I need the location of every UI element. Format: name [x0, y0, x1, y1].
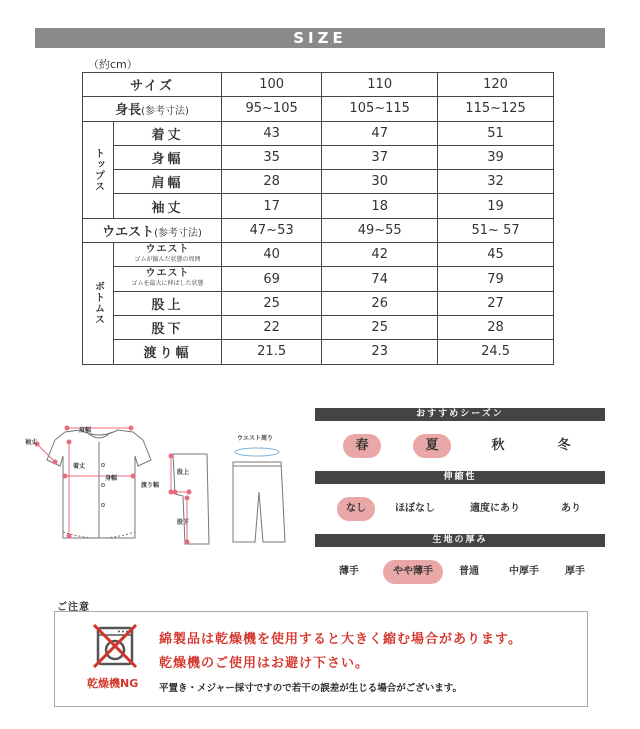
table-cell: 30	[322, 170, 438, 194]
table-cell: 17	[222, 194, 322, 218]
table-cell: 45	[438, 243, 554, 267]
table-row	[83, 315, 554, 339]
size-header-100: 100	[222, 73, 322, 97]
table-row	[83, 291, 554, 315]
table-cell: 40	[222, 243, 322, 267]
thickness-option: 薄手	[339, 566, 359, 577]
bottoms-waist-label	[114, 243, 222, 267]
season-title-bar: おすすめシーズン	[315, 408, 605, 421]
table-cell: 79	[438, 267, 554, 291]
table-row	[83, 97, 554, 121]
tops-row-label: 身幅	[114, 145, 222, 169]
tops-row-label: 袖丈	[114, 194, 222, 218]
table-row	[83, 194, 554, 218]
height-label-note: (参考寸法)	[141, 106, 189, 118]
table-row	[83, 340, 554, 364]
table-cell: 74	[322, 267, 438, 291]
table-row	[83, 145, 554, 169]
table-row	[83, 267, 554, 291]
label-length: 着丈	[73, 463, 86, 470]
waist-measure-ellipse	[235, 448, 279, 456]
label-width: 身幅	[105, 475, 118, 482]
table-row	[83, 121, 554, 145]
tumble-dryer-prohibited-icon	[93, 624, 137, 668]
shirt-measure-lines	[35, 426, 135, 538]
stretch-title-bar: 伸縮性	[315, 471, 605, 484]
size-header-110: 110	[322, 73, 438, 97]
bottoms-row-label: 股下	[114, 315, 222, 339]
height-label-text: 身長	[115, 103, 142, 119]
height-label	[83, 97, 222, 121]
season-option: 秋	[491, 438, 505, 453]
unit-note: （約cm）	[88, 58, 138, 71]
bottoms-group-label: ボトムス	[83, 243, 114, 364]
waist-label-text: ウエスト	[102, 224, 155, 240]
bottoms-waist-label-note: ゴムを最大に伸ばした状態	[131, 280, 204, 288]
table-cell: 23	[322, 340, 438, 364]
table-cell: 69	[222, 267, 322, 291]
label-rise: 股上	[177, 469, 190, 476]
table-cell: 51~ 57	[438, 218, 554, 242]
bottoms-waist-label-text: ウエスト	[145, 268, 190, 280]
table-cell: 49~55	[322, 218, 438, 242]
table-cell: 27	[438, 291, 554, 315]
thickness-option: 中厚手	[509, 566, 539, 577]
season-option: 冬	[557, 438, 571, 453]
table-cell: 42	[322, 243, 438, 267]
table-cell: 28	[438, 315, 554, 339]
table-cell: 25	[322, 315, 438, 339]
size-table	[82, 72, 554, 365]
warning-line-2: 乾燥機のご使用はお避け下さい。	[159, 656, 370, 671]
waist-label	[83, 218, 222, 242]
pants-side-measure-lines	[169, 454, 191, 544]
dryer-ng-label: 乾燥機NG	[87, 677, 139, 690]
caution-title: ご注意	[57, 602, 90, 613]
table-cell: 22	[222, 315, 322, 339]
stretch-option: あり	[561, 503, 581, 514]
label-sleeve: 袖丈	[25, 439, 38, 446]
tops-group-label: トップス	[83, 121, 114, 218]
bottoms-waist-label	[114, 267, 222, 291]
table-cell: 19	[438, 194, 554, 218]
table-cell: 47~53	[222, 218, 322, 242]
table-cell: 39	[438, 145, 554, 169]
table-cell: 26	[322, 291, 438, 315]
stretch-option: 適度にあり	[470, 503, 520, 514]
thickness-option: やや薄手	[383, 560, 443, 584]
season-options	[315, 434, 605, 458]
bottoms-waist-label-text: ウエスト	[145, 243, 190, 255]
bottoms-row-label: 股上	[114, 291, 222, 315]
stretch-options	[315, 497, 605, 521]
table-row	[83, 243, 554, 267]
table-row	[83, 218, 554, 242]
caution-box	[54, 611, 588, 707]
label-thigh: 渡り幅	[141, 482, 160, 489]
stretch-option: なし	[337, 497, 375, 521]
thickness-option: 厚手	[565, 566, 585, 577]
table-header-row	[83, 73, 554, 97]
warning-line-1: 綿製品は乾燥機を使用すると大きく縮む場合があります。	[159, 632, 522, 647]
bottoms-waist-label-note: ゴムが縮んだ状態の周囲	[134, 255, 201, 263]
season-option: 夏	[413, 434, 451, 458]
table-cell: 32	[438, 170, 554, 194]
season-option: 春	[343, 434, 381, 458]
table-cell: 43	[222, 121, 322, 145]
label-inseam: 股下	[177, 519, 190, 526]
pants-side-illustration	[173, 454, 209, 544]
table-row	[83, 170, 554, 194]
size-banner: SIZE	[35, 28, 605, 48]
size-header-label: サイズ	[83, 73, 222, 97]
shirt-illustration	[47, 430, 151, 538]
table-cell: 21.5	[222, 340, 322, 364]
thickness-option: 普通	[459, 566, 479, 577]
table-cell: 47	[322, 121, 438, 145]
table-cell: 37	[322, 145, 438, 169]
table-cell: 18	[322, 194, 438, 218]
table-cell: 95~105	[222, 97, 322, 121]
table-cell: 28	[222, 170, 322, 194]
table-cell: 115~125	[438, 97, 554, 121]
table-cell: 25	[222, 291, 322, 315]
table-cell: 51	[438, 121, 554, 145]
pants-front-illustration	[233, 462, 285, 542]
table-cell: 35	[222, 145, 322, 169]
thickness-title-bar: 生地の厚み	[315, 534, 605, 547]
table-cell: 105~115	[322, 97, 438, 121]
tops-row-label: 着丈	[114, 121, 222, 145]
size-header-120: 120	[438, 73, 554, 97]
bottoms-row-label: 渡り幅	[114, 340, 222, 364]
measurement-illustration	[25, 420, 310, 560]
label-waist: ウエスト周り	[237, 435, 274, 442]
stretch-option: ほぼなし	[395, 503, 435, 514]
table-cell: 24.5	[438, 340, 554, 364]
thickness-options	[315, 560, 605, 584]
tops-row-label: 肩幅	[114, 170, 222, 194]
waist-label-note: (参考寸法)	[154, 227, 202, 239]
measurement-note: 平置き・メジャー採寸ですので若干の誤差が生じる場合がございます。	[159, 683, 463, 694]
label-shoulder: 肩幅	[79, 427, 92, 434]
